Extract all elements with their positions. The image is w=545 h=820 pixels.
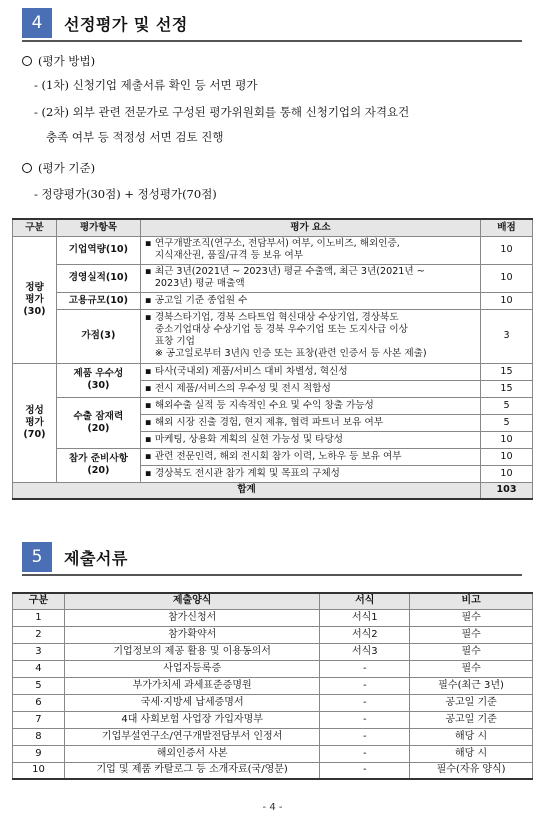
criteria-item: - 정량평가(30점) + 정성평가(70점) bbox=[34, 187, 217, 201]
table-cell: 필수(자유 양식) bbox=[410, 762, 533, 779]
eval-desc: ▪ 공고일 기준 종업원 수 bbox=[140, 292, 480, 309]
table-cell: 9 bbox=[13, 745, 65, 762]
table-row bbox=[13, 694, 533, 711]
table-cell: 5 bbox=[13, 677, 65, 694]
table-cell: 서식3 bbox=[320, 643, 410, 660]
table-cell: 서식2 bbox=[320, 626, 410, 643]
circle-bullet-icon bbox=[22, 163, 32, 173]
table-cell: 필수 bbox=[410, 626, 533, 643]
section-title: 선정평가 및 선정 bbox=[64, 14, 188, 34]
eval-desc: ▪ 해외수출 실적 등 지속적인 수요 및 수익 창출 가능성 bbox=[140, 397, 480, 414]
table-cell: 참가확약서 bbox=[64, 626, 319, 643]
table-row bbox=[13, 309, 533, 363]
eval-score: 3 bbox=[481, 309, 533, 363]
table-row bbox=[13, 626, 533, 643]
table-cell: 사업자등록증 bbox=[64, 660, 319, 677]
table-row bbox=[13, 397, 533, 414]
section-5-header bbox=[22, 542, 128, 572]
table-cell: 해외인증서 사본 bbox=[64, 745, 319, 762]
table-cell: - bbox=[320, 711, 410, 728]
table-row bbox=[13, 363, 533, 380]
table-row bbox=[13, 264, 533, 292]
table-row bbox=[13, 677, 533, 694]
table-cell: - bbox=[320, 694, 410, 711]
table-row bbox=[13, 711, 533, 728]
table-row bbox=[13, 728, 533, 745]
eval-score: 15 bbox=[481, 380, 533, 397]
eval-item: 참가 준비사항 (20) bbox=[56, 448, 140, 482]
eval-desc: ▪ 경북스타기업, 경북 스타트업 혁신대상 수상기업, 경상북도 중소기업대상 수상기업 등 경북 우수기업 또는 도지사급 이상 표창 기업 ※ 공고일로부터 3년內 인증 또는 표창(관련 인증서 등 사본 제출) bbox=[140, 309, 480, 363]
eval-desc: ▪ 관련 전문인력, 해외 전시회 참가 이력, 노하우 등 보유 여부 bbox=[140, 448, 480, 465]
eval-note: ※ 공고일로부터 3년內 인증 또는 표창(관련 인증서 등 사본 제출) bbox=[154, 348, 427, 359]
table-cell: 필수 bbox=[410, 609, 533, 626]
table-cell: 공고일 기준 bbox=[410, 711, 533, 728]
eval-desc: ▪ 타사(국내외) 제품/서비스 대비 차별성, 혁신성 bbox=[140, 363, 480, 380]
table-cell: 필수 bbox=[410, 660, 533, 677]
header-cell: 평가항목 bbox=[56, 219, 140, 236]
eval-score: 10 bbox=[481, 431, 533, 448]
section-number-badge: 5 bbox=[22, 542, 52, 572]
header-cell: 구분 bbox=[13, 219, 57, 236]
table-row bbox=[13, 236, 533, 264]
table-cell: - bbox=[320, 677, 410, 694]
method-heading: (평가 방법) bbox=[22, 53, 95, 69]
eval-item: 고용규모(10) bbox=[56, 292, 140, 309]
method-item: - (2차) 외부 관련 전문가로 구성된 평가위원회를 통해 신청기업의 자격요건 bbox=[34, 105, 410, 119]
eval-desc: ▪ 연구개발조직(연구소, 전담부서) 여부, 이노비즈, 해외인증, 지식재산권, 품질/규격 등 보유 여부 bbox=[140, 236, 480, 264]
criteria-heading: (평가 기준) bbox=[22, 160, 95, 176]
eval-score: 10 bbox=[481, 264, 533, 292]
header-cell: 배점 bbox=[481, 219, 533, 236]
table-cell: 6 bbox=[13, 694, 65, 711]
total-label: 합계 bbox=[13, 482, 481, 499]
eval-score: 10 bbox=[481, 236, 533, 264]
eval-desc: ▪ 마케팅, 상용화 계획의 실현 가능성 및 타당성 bbox=[140, 431, 480, 448]
eval-score: 10 bbox=[481, 465, 533, 482]
eval-item: 경영실적(10) bbox=[56, 264, 140, 292]
table-row bbox=[13, 292, 533, 309]
section-number-badge: 4 bbox=[22, 8, 52, 38]
header-cell: 구분 bbox=[13, 593, 65, 609]
table-cell: 8 bbox=[13, 728, 65, 745]
header-cell: 평가 요소 bbox=[140, 219, 480, 236]
table-row bbox=[13, 643, 533, 660]
table-row bbox=[13, 448, 533, 465]
table-cell: 7 bbox=[13, 711, 65, 728]
eval-item: 수출 잠재력 (20) bbox=[56, 397, 140, 448]
section-4-header bbox=[22, 8, 188, 38]
eval-score: 5 bbox=[481, 414, 533, 431]
table-cell: 3 bbox=[13, 643, 65, 660]
table-cell: - bbox=[320, 728, 410, 745]
table-cell: 국세·지방세 납세증명서 bbox=[64, 694, 319, 711]
table-cell: - bbox=[320, 745, 410, 762]
eval-score: 10 bbox=[481, 292, 533, 309]
table-cell: 해당 시 bbox=[410, 728, 533, 745]
table-row bbox=[13, 745, 533, 762]
table-cell: 기업 및 제품 카탈로그 등 소개자료(국/영문) bbox=[64, 762, 319, 779]
page-number: - 4 - bbox=[262, 802, 283, 813]
eval-score: 15 bbox=[481, 363, 533, 380]
method-item-continued: 충족 여부 등 적정성 서면 검토 진행 bbox=[46, 130, 224, 144]
eval-item: 제품 우수성 (30) bbox=[56, 363, 140, 397]
table-cell: 10 bbox=[13, 762, 65, 779]
table-cell: 4대 사회보험 사업장 가입자명부 bbox=[64, 711, 319, 728]
section-divider bbox=[22, 40, 522, 42]
eval-score: 5 bbox=[481, 397, 533, 414]
qual-category: 정성 평가 (70) bbox=[13, 363, 57, 482]
table-row bbox=[13, 762, 533, 779]
table-cell: 해당 시 bbox=[410, 745, 533, 762]
method-item: - (1차) 신청기업 제출서류 확인 등 서면 평가 bbox=[34, 78, 258, 92]
eval-desc: ▪ 해외 시장 진출 경험, 현지 제휴, 협력 파트너 보유 여부 bbox=[140, 414, 480, 431]
eval-desc: ▪ 전시 제품/서비스의 우수성 및 전시 적합성 bbox=[140, 380, 480, 397]
table-row bbox=[13, 609, 533, 626]
documents-table bbox=[12, 592, 533, 780]
section-title: 제출서류 bbox=[64, 548, 128, 568]
table-cell: 4 bbox=[13, 660, 65, 677]
table-cell: 1 bbox=[13, 609, 65, 626]
table-cell: 공고일 기준 bbox=[410, 694, 533, 711]
header-cell: 비고 bbox=[410, 593, 533, 609]
table-row bbox=[13, 660, 533, 677]
table-cell: 부가가치세 과세표준증명원 bbox=[64, 677, 319, 694]
header-cell: 제출양식 bbox=[64, 593, 319, 609]
evaluation-table bbox=[12, 218, 533, 500]
section-divider bbox=[22, 574, 522, 576]
documents-body bbox=[13, 609, 533, 779]
eval-desc: ▪ 경상북도 전시관 참가 계획 및 목표의 구체성 bbox=[140, 465, 480, 482]
table-cell: 서식1 bbox=[320, 609, 410, 626]
table-header-row bbox=[13, 593, 533, 609]
table-cell: 필수 bbox=[410, 643, 533, 660]
eval-item: 가점(3) bbox=[56, 309, 140, 363]
table-cell: 2 bbox=[13, 626, 65, 643]
table-cell: 필수(최근 3년) bbox=[410, 677, 533, 694]
table-cell: 참가신청서 bbox=[64, 609, 319, 626]
eval-desc: ▪ 최근 3년(2021년 ~ 2023년) 평균 수출액, 최근 3년(2021년 ~ 2023년) 평균 매출액 bbox=[140, 264, 480, 292]
table-cell: 기업정보의 제공 활용 및 이용동의서 bbox=[64, 643, 319, 660]
quant-category: 정량 평가 (30) bbox=[13, 236, 57, 363]
table-cell: 기업부설연구소/연구개발전담부서 인정서 bbox=[64, 728, 319, 745]
eval-item: 기업역량(10) bbox=[56, 236, 140, 264]
total-score: 103 bbox=[481, 482, 533, 499]
eval-score: 10 bbox=[481, 448, 533, 465]
header-cell: 서식 bbox=[320, 593, 410, 609]
table-cell: - bbox=[320, 660, 410, 677]
table-cell: - bbox=[320, 762, 410, 779]
circle-bullet-icon bbox=[22, 56, 32, 66]
total-row bbox=[13, 482, 533, 499]
table-header-row bbox=[13, 219, 533, 236]
